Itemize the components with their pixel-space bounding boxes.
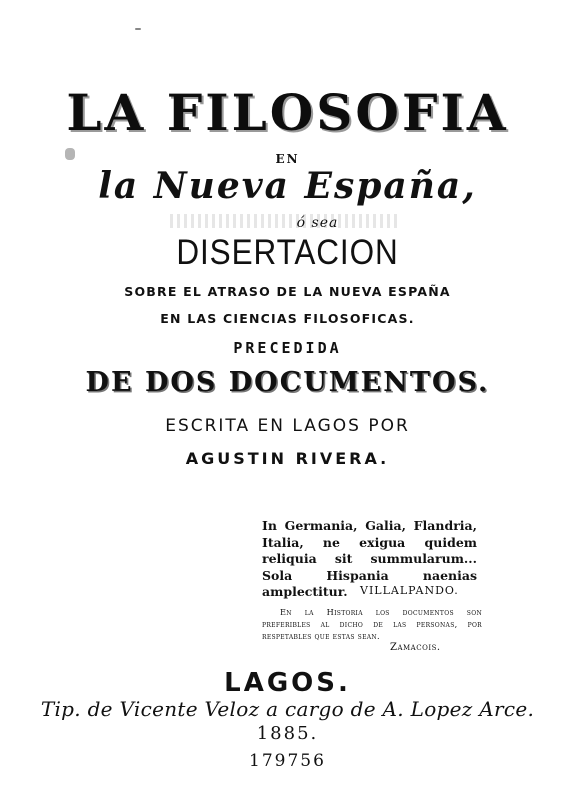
epigraph-spanish: En la Historia los documentos son preferibles al dicho de las personas, por respetables que estas sean. (262, 607, 482, 641)
subtitle-line-2: EN LAS CIENCIAS FILOSOFICAS. (160, 311, 415, 326)
epigraph-latin: In Germania, Galia, Flandria, Italia, ne exigua quidem reliquia sit summularum... Sola Hispania naenias amplectitur. (262, 518, 477, 599)
epigraph-latin-author: VILLALPANDO. (360, 584, 459, 597)
imprint-year: 1885. (256, 723, 319, 744)
author-name: AGUSTIN RIVERA. (185, 449, 390, 468)
scan-mark (135, 28, 141, 30)
title-connector-en: EN (275, 152, 300, 166)
main-title: LA FILOSOFIA (66, 83, 509, 142)
title-place: la Nueva España, (98, 165, 477, 207)
subtitle-disertacion: DISERTACION (176, 233, 399, 272)
epigraph-spanish-author: Zamacois. (390, 642, 441, 653)
title-o-sea: ó sea (296, 215, 339, 231)
subtitle-line-1: SOBRE EL ATRASO DE LA NUEVA ESPAÑA (124, 284, 451, 299)
imprint-printer: Tip. de Vicente Veloz a cargo de A. Lopez Arce. (40, 697, 535, 721)
imprint-city: LAGOS. (224, 668, 351, 698)
catalog-number: 179756 (249, 751, 326, 771)
subtitle-documentos: DE DOS DOCUMENTOS. (85, 367, 490, 398)
byline-escrita: ESCRITA EN LAGOS POR (165, 416, 410, 436)
subtitle-precedida: PRECEDIDA (233, 339, 342, 357)
